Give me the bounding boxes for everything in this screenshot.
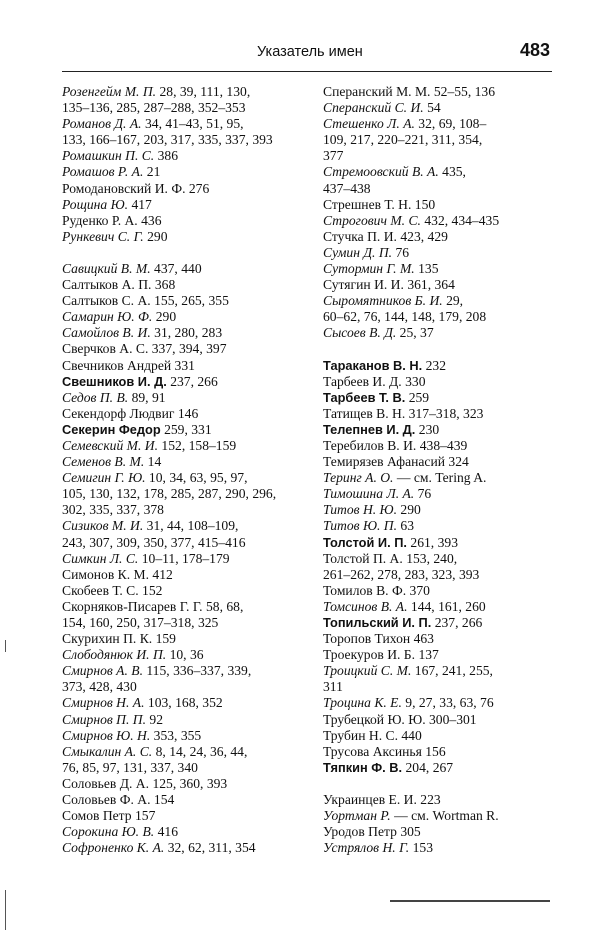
entry-pages: 373, 428, 430 [62, 679, 137, 695]
entry-name: Смирнов А. В. [62, 663, 143, 679]
scan-edge-mark [5, 890, 6, 930]
entry-name: Трубецкой Ю. Ю. [323, 711, 426, 727]
index-entry-continuation [323, 309, 573, 325]
index-entry [323, 744, 573, 760]
entry-pages: 223 [420, 791, 441, 807]
index-entry-continuation [62, 615, 312, 631]
index-entry [62, 824, 312, 840]
entry-name: Трубин Н. С. [323, 727, 398, 743]
entry-pages: 438–439 [419, 437, 468, 453]
entry-pages: 34, 41–43, 51, 95, [144, 116, 244, 132]
index-entry [62, 309, 312, 325]
index-entry [62, 728, 312, 744]
entry-name: Смыкалин А. С. [62, 743, 153, 759]
entry-name: Смирнов П. П. [62, 711, 147, 727]
index-entry [323, 486, 573, 502]
entry-pages: 76 [395, 244, 410, 260]
entry-pages: 361, 364 [407, 277, 455, 293]
index-entry [62, 325, 312, 341]
entry-name: Самойлов В. И. [62, 325, 151, 341]
entry-pages: 10, 36 [169, 647, 204, 663]
entry-pages: 276 [188, 180, 210, 196]
entry-pages: 155, 265, 355 [154, 293, 229, 309]
index-entry [62, 663, 312, 679]
index-entry [323, 615, 573, 631]
entry-name: Теребилов В. И. [323, 437, 417, 453]
index-entry-continuation [62, 760, 312, 776]
entry-name: Сыромятников Б. И. [323, 293, 443, 309]
entry-pages: — см. Wortman R. [394, 808, 499, 824]
entry-pages: 29, [446, 293, 464, 309]
index-entry [62, 438, 312, 454]
entry-pages: 133, 166–167, 203, 317, 335, 337, 393 [62, 132, 273, 148]
entry-name: Соловьев Д. А. [62, 775, 150, 791]
entry-name: Строгович М. С. [323, 212, 421, 228]
entry-pages: 135 [418, 261, 439, 277]
index-entry [62, 808, 312, 824]
index-entry [323, 808, 573, 824]
entry-name: Темирязев Афанасий [323, 454, 445, 470]
entry-pages: 261–262, 278, 283, 323, 393 [323, 566, 480, 582]
entry-pages: 436 [141, 212, 162, 228]
index-entry [62, 776, 312, 792]
entry-pages: 437, 440 [154, 260, 202, 276]
index-entry [323, 695, 573, 711]
index-entry [62, 358, 312, 374]
index-entry [323, 502, 573, 518]
entry-pages: 14 [147, 454, 162, 470]
index-entry [323, 325, 573, 341]
index-entry [62, 470, 312, 486]
entry-name: Сперанский С. И. [323, 100, 424, 116]
letter-group-gap [323, 342, 573, 358]
index-column-left [62, 84, 312, 856]
index-entry [62, 518, 312, 534]
entry-name: Уродов Петр [323, 824, 397, 840]
entry-pages: 76, 85, 97, 131, 337, 340 [62, 759, 198, 775]
entry-name: Ромодановский И. Ф. [62, 180, 186, 196]
index-entry-continuation [62, 502, 312, 518]
entry-name: Титов Н. Ю. [323, 502, 397, 518]
index-entry [323, 406, 573, 422]
index-entry [323, 100, 573, 116]
entry-name: Секендорф Людвиг [62, 405, 175, 421]
index-entry [323, 792, 573, 808]
entry-name: Скурихин П. К. [62, 631, 153, 647]
index-entry [62, 261, 312, 277]
running-title: Указатель имен [257, 44, 363, 60]
index-entry [62, 840, 312, 856]
entry-pages: 300–301 [429, 711, 477, 727]
entry-pages: 259 [408, 389, 430, 405]
entry-name: Свечников Андрей [62, 357, 172, 373]
entry-pages: 417 [131, 196, 152, 212]
entry-name: Сутормин Г. М. [323, 261, 415, 277]
index-entry [323, 599, 573, 615]
entry-pages: 204, 267 [405, 759, 454, 775]
index-entry [62, 695, 312, 711]
index-entry [323, 631, 573, 647]
entry-pages: 21 [146, 164, 161, 180]
index-entry [62, 406, 312, 422]
entry-pages: 54 [427, 100, 441, 116]
index-entry [62, 712, 312, 728]
entry-pages: 305 [400, 824, 421, 840]
entry-name: Сысоев В. Д. [323, 325, 397, 341]
entry-pages: 167, 241, 255, [414, 663, 493, 679]
entry-name: Стрешнев Т. Н. [323, 196, 412, 212]
entry-pages: 331 [174, 357, 195, 373]
entry-name: Уортман Р. [323, 808, 391, 824]
entry-name: Скобеев Т. С. [62, 582, 139, 598]
index-entry [62, 744, 312, 760]
entry-pages: 317–318, 323 [408, 405, 484, 421]
index-entry [323, 197, 573, 213]
entry-pages: 153, 240, [406, 550, 458, 566]
entry-pages: 115, 336–337, 339, [146, 663, 252, 679]
index-entry [323, 535, 573, 551]
entry-pages: 153 [412, 840, 434, 856]
index-entry [62, 181, 312, 197]
index-entry-continuation [323, 181, 573, 197]
index-entry-continuation [62, 535, 312, 551]
entry-pages: 156 [425, 743, 446, 759]
entry-pages: 159 [155, 631, 176, 647]
page-header [62, 38, 550, 68]
entry-name: Сперанский М. М. [323, 84, 431, 99]
entry-pages: 60–62, 76, 144, 148, 179, 208 [323, 309, 487, 325]
index-entry [62, 341, 312, 357]
entry-pages: 230 [418, 421, 440, 437]
entry-pages: 63 [400, 518, 414, 534]
index-entry [323, 663, 573, 679]
entry-pages: 243, 307, 309, 350, 377, 415–416 [62, 534, 246, 550]
index-entry [323, 712, 573, 728]
index-entry [62, 84, 312, 100]
entry-name: Украинцев Е. И. [323, 791, 417, 807]
entry-name: Устрялов Н. Г. [323, 840, 410, 856]
index-entry [323, 84, 573, 100]
entry-pages: 157 [134, 808, 156, 824]
index-entry-continuation [323, 679, 573, 695]
index-entry [323, 760, 573, 776]
entry-name: Рункевич С. Г. [62, 228, 144, 244]
entry-pages: 152, 158–159 [161, 437, 237, 453]
entry-pages: 150 [414, 196, 436, 212]
entry-pages: 32, 62, 311, 354 [167, 840, 256, 856]
index-entry [62, 567, 312, 583]
entry-name: Смирнов Н. А. [62, 695, 145, 711]
entry-pages: 330 [405, 373, 426, 389]
entry-pages: 105, 130, 132, 178, 285, 287, 290, 296, [62, 486, 277, 502]
entry-name: Ромашкин П. С. [62, 148, 155, 164]
entry-pages: 423, 429 [400, 228, 448, 244]
entry-pages: 146 [177, 405, 199, 421]
entry-name: Скорняков-Писарев Г. Г. [62, 598, 203, 614]
entry-name: Трусова Аксинья [323, 743, 422, 759]
entry-name: Софроненко К. А. [62, 840, 165, 856]
entry-name: Троицкий С. М. [323, 663, 412, 679]
entry-name: Троекуров И. Б. [323, 647, 416, 663]
entry-pages: 290 [147, 228, 168, 244]
index-entry [323, 261, 573, 277]
entry-pages: 237, 266 [434, 615, 483, 630]
index-entry-continuation [323, 148, 573, 164]
entry-name: Салтыков С. А. [62, 293, 151, 309]
entry-name: Слободянюк И. П. [62, 647, 167, 663]
entry-pages: 25, 37 [399, 325, 434, 341]
entry-pages: 412 [152, 566, 173, 582]
entry-pages: 154, 160, 250, 317–318, 325 [62, 615, 219, 630]
entry-pages: — см. Tering A. [396, 470, 487, 486]
index-entry [323, 229, 573, 245]
entry-name: Секерин Федор [62, 421, 161, 437]
entry-pages: 324 [448, 454, 469, 470]
index-entry [323, 374, 573, 390]
index-entry [62, 213, 312, 229]
index-entry [62, 551, 312, 567]
index-entry [323, 470, 573, 486]
entry-name: Тарбеев И. Д. [323, 373, 402, 389]
scan-edge-mark [5, 640, 6, 652]
letter-group-gap [323, 776, 573, 792]
index-entry [323, 728, 573, 744]
entry-name: Романов Д. А. [62, 116, 142, 132]
index-entry-continuation [62, 132, 312, 148]
entry-pages: 92 [149, 711, 164, 727]
entry-name: Симкин Л. С. [62, 550, 139, 566]
entry-name: Телепнев И. Д. [323, 421, 416, 437]
entry-name: Салтыков А. П. [62, 277, 152, 293]
index-entry [323, 358, 573, 374]
index-entry [323, 116, 573, 132]
entry-name: Стучка П. И. [323, 228, 397, 244]
entry-name: Теринг А. О. [323, 470, 394, 486]
index-entry [62, 164, 312, 180]
entry-name: Томсинов В. А. [323, 598, 408, 614]
index-entry-continuation [62, 486, 312, 502]
entry-pages: 237, 266 [170, 373, 218, 389]
entry-name: Розенгейм М. П. [62, 84, 157, 99]
index-entry [323, 454, 573, 470]
entry-name: Сомов Петр [62, 808, 132, 824]
entry-name: Сверчков А. С. [62, 341, 149, 357]
index-entry [62, 454, 312, 470]
index-entry [323, 164, 573, 180]
entry-pages: 370 [409, 582, 430, 598]
entry-name: Симонов К. М. [62, 566, 149, 582]
entry-name: Тимошина Л. А. [323, 486, 415, 502]
index-entry-continuation [62, 100, 312, 116]
index-entry [62, 148, 312, 164]
index-entry [323, 293, 573, 309]
index-entry-continuation [62, 679, 312, 695]
index-entry-continuation [323, 132, 573, 148]
entry-name: Тяпкин Ф. В. [323, 759, 403, 775]
entry-name: Толстой И. П. [323, 534, 407, 550]
entry-pages: 89, 91 [131, 389, 166, 405]
entry-name: Сутягин И. И. [323, 277, 404, 293]
index-entry [62, 197, 312, 213]
entry-pages: 435, [442, 164, 466, 180]
entry-name: Титов Ю. П. [323, 518, 397, 534]
page-number: 483 [519, 40, 550, 60]
index-entry [62, 583, 312, 599]
entry-pages: 109, 217, 220–221, 311, 354, [323, 132, 483, 148]
entry-name: Свешников И. Д. [62, 373, 167, 389]
entry-pages: 52–55, 136 [433, 84, 496, 99]
entry-name: Руденко Р. А. [62, 212, 138, 228]
index-entry [62, 422, 312, 438]
entry-pages: 261, 393 [410, 534, 458, 550]
entry-pages: 386 [157, 148, 178, 164]
entry-name: Сорокина Ю. В. [62, 824, 155, 840]
index-entry [323, 583, 573, 599]
entry-pages: 377 [323, 148, 344, 164]
index-entry [323, 277, 573, 293]
entry-name: Тараканов В. Н. [323, 357, 423, 373]
index-entry [62, 599, 312, 615]
entry-pages: 58, 68, [205, 598, 244, 614]
entry-pages: 353, 355 [153, 727, 202, 743]
entry-pages: 290 [400, 502, 421, 518]
index-entry [62, 374, 312, 390]
entry-pages: 144, 161, 260 [410, 598, 486, 614]
entry-name: Толстой П. А. [323, 550, 403, 566]
entry-name: Сумин Д. П. [323, 244, 393, 260]
index-entry [323, 245, 573, 261]
index-entry-continuation [323, 567, 573, 583]
index-entry [62, 647, 312, 663]
index-entry [323, 840, 573, 856]
index-entry [323, 390, 573, 406]
index-entry [323, 647, 573, 663]
index-entry [323, 518, 573, 534]
entry-pages: 103, 168, 352 [147, 695, 223, 711]
entry-pages: 154 [153, 792, 175, 808]
index-entry [323, 438, 573, 454]
footer-rule [390, 900, 550, 902]
entry-name: Савицкий В. М. [62, 260, 151, 276]
header-rule [62, 71, 552, 72]
index-entry [62, 390, 312, 406]
entry-pages: 28, 39, 111, 130, [159, 84, 251, 99]
index-entry [62, 792, 312, 808]
entry-name: Торопов Тихон [323, 631, 411, 647]
entry-pages: 31, 280, 283 [154, 325, 223, 341]
entry-name: Троцина К. Е. [323, 695, 402, 711]
entry-name: Семенов В. М. [62, 454, 145, 470]
entry-pages: 10–11, 178–179 [141, 550, 230, 566]
entry-name: Ромашов Р. А. [62, 164, 144, 180]
entry-pages: 125, 360, 393 [152, 775, 228, 791]
entry-pages: 9, 27, 33, 63, 76 [405, 695, 494, 711]
entry-pages: 137 [418, 647, 439, 663]
entry-pages: 416 [157, 824, 178, 840]
letter-group-gap [62, 245, 312, 261]
entry-name: Топильский И. П. [323, 615, 432, 630]
entry-pages: 440 [401, 727, 422, 743]
entry-pages: 290 [155, 309, 177, 325]
entry-name: Смирнов Ю. Н. [62, 727, 151, 743]
index-entry [62, 229, 312, 245]
entry-pages: 76 [417, 486, 432, 502]
index-entry [62, 631, 312, 647]
entry-name: Семигин Г. Ю. [62, 470, 146, 486]
entry-name: Седов П. В. [62, 389, 129, 405]
index-entry [323, 213, 573, 229]
entry-pages: 32, 69, 108– [418, 116, 487, 132]
entry-pages: 368 [154, 277, 176, 293]
entry-pages: 432, 434–435 [424, 212, 500, 228]
entry-name: Стремоовский В. А. [323, 164, 439, 180]
entry-pages: 259, 331 [164, 421, 212, 437]
index-entry [323, 551, 573, 567]
index-entry [323, 824, 573, 840]
index-entry [323, 422, 573, 438]
entry-name: Семевский М. И. [62, 437, 159, 453]
entry-pages: 232 [425, 357, 446, 373]
entry-pages: 463 [413, 631, 434, 647]
entry-name: Самарин Ю. Ф. [62, 309, 153, 325]
entry-pages: 311 [323, 679, 343, 695]
entry-pages: 10, 34, 63, 95, 97, [148, 470, 248, 486]
entry-pages: 135–136, 285, 287–288, 352–353 [62, 100, 246, 116]
entry-name: Томилов В. Ф. [323, 582, 407, 598]
entry-name: Тарбеев Т. В. [323, 389, 406, 405]
index-entry [62, 277, 312, 293]
entry-name: Стешенко Л. А. [323, 116, 415, 132]
entry-name: Татищев В. Н. [323, 405, 406, 421]
entry-pages: 31, 44, 108–109, [146, 518, 239, 534]
index-entry [62, 116, 312, 132]
entry-name: Соловьев Ф. А. [62, 792, 151, 808]
entry-pages: 302, 335, 337, 378 [62, 502, 164, 518]
entry-pages: 8, 14, 24, 36, 44, [155, 743, 248, 759]
index-entry [62, 293, 312, 309]
entry-pages: 437–438 [323, 180, 371, 196]
entry-pages: 337, 394, 397 [151, 341, 227, 357]
entry-name: Рощина Ю. [62, 196, 129, 212]
entry-name: Сизиков М. И. [62, 518, 144, 534]
entry-pages: 152 [142, 582, 163, 598]
index-column-right [323, 84, 573, 856]
